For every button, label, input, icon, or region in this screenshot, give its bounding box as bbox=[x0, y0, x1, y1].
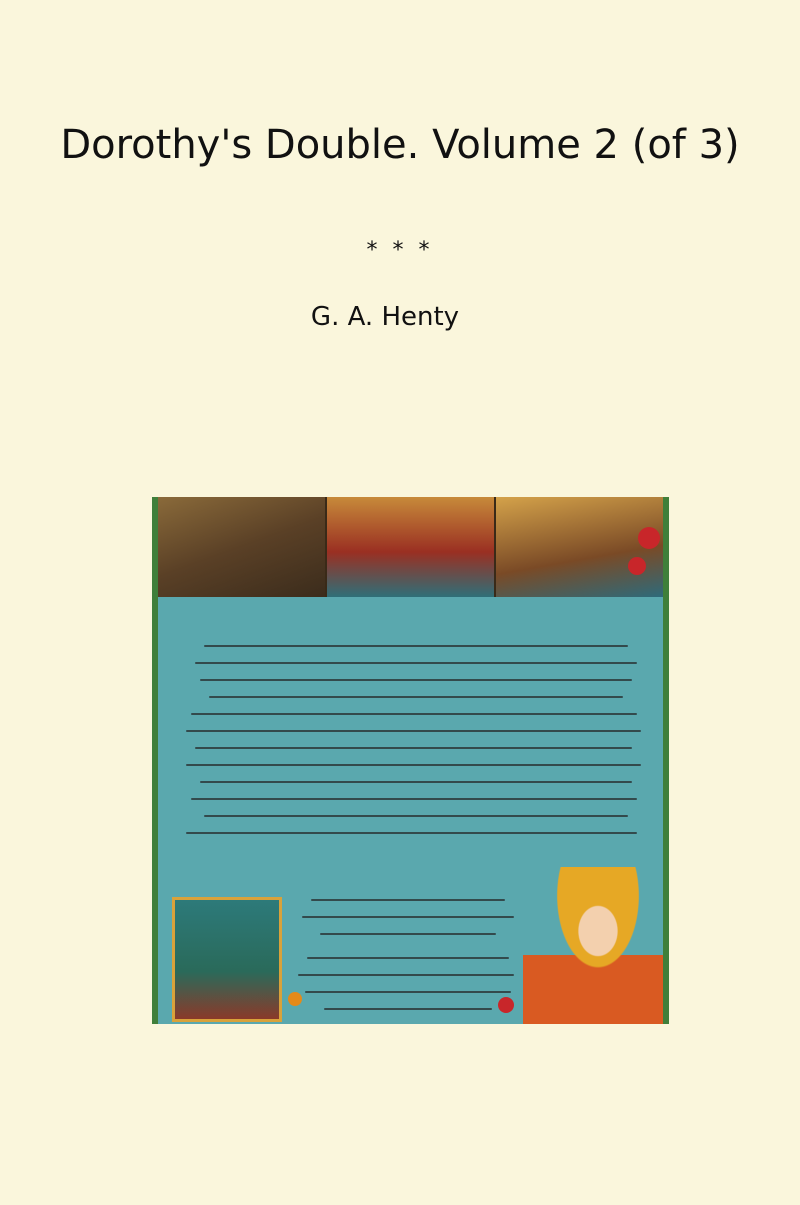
ladies-scene bbox=[327, 497, 496, 597]
rose-decoration bbox=[498, 997, 514, 1013]
woman-in-hat-illustration bbox=[523, 867, 669, 1024]
book-in-illustration bbox=[172, 897, 282, 1022]
cover-illustration bbox=[152, 497, 669, 1024]
crowd-scene bbox=[158, 497, 327, 597]
illustration-panels bbox=[158, 497, 663, 597]
carriage-scene bbox=[496, 497, 663, 597]
rose-decoration bbox=[638, 527, 660, 549]
separator: * * * bbox=[366, 238, 434, 263]
illustration-text-lines bbox=[186, 645, 646, 849]
book-title: Dorothy's Double. Volume 2 (of 3) bbox=[60, 122, 740, 168]
illustration-text-lines-lower bbox=[298, 899, 518, 1024]
tulip-decoration bbox=[288, 992, 302, 1006]
book-author: G. A. Henty bbox=[310, 302, 460, 332]
rose-decoration bbox=[628, 557, 646, 575]
